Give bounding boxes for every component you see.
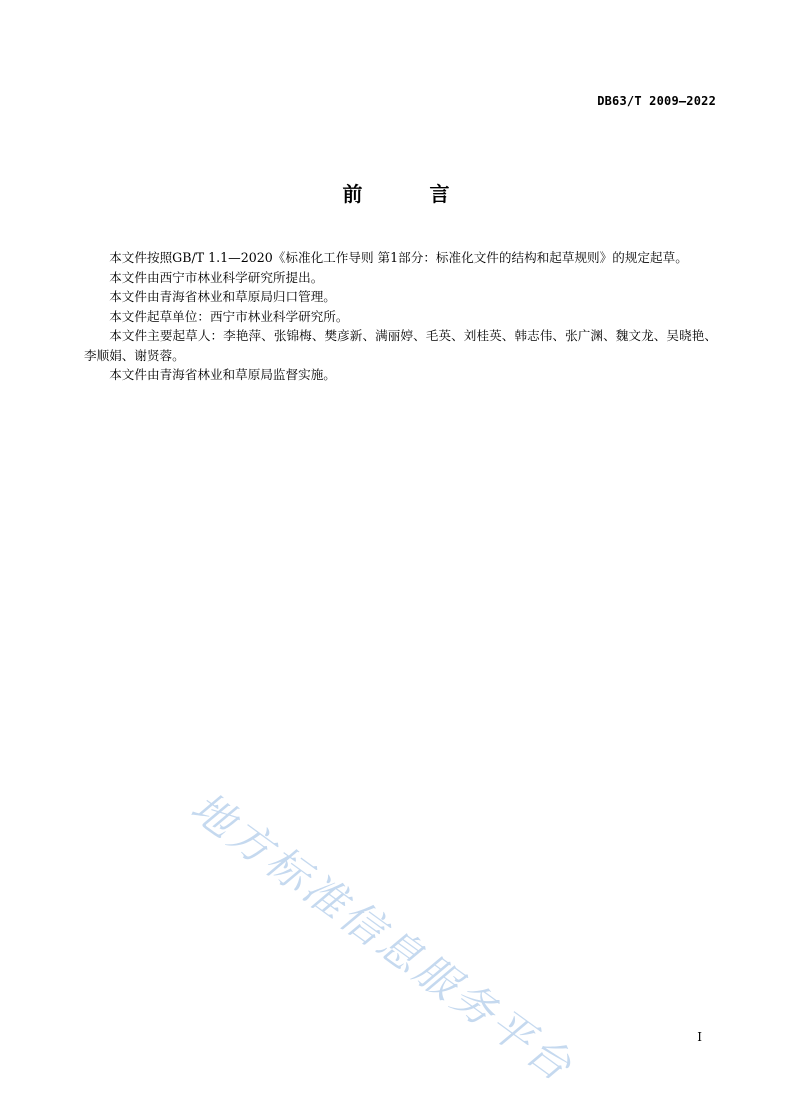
paragraph-administrator: 本文件由青海省林业和草原局归口管理。 <box>109 289 336 304</box>
watermark: 地方标准信息服务平台 <box>182 782 584 1093</box>
foreword-body <box>84 248 717 385</box>
page-title: 前 言 <box>342 182 480 206</box>
paragraph-drafting-unit: 本文件起草单位：西宁市林业科学研究所。 <box>109 308 349 324</box>
paragraph-drafters: 本文件主要起草人：李艳萍、张锦梅、樊彦新、满丽婷、毛英、刘桂英、韩志伟、张广渊、魏文龙、吴晓艳、李顺娟、谢贤蓉。 <box>84 328 717 363</box>
paragraph-drafting-rules: 本文件按照GB/T 1.1—2020《标准化工作导则 第1部分：标准化文件的结构和起草规则》的规定起草。 <box>109 250 688 265</box>
paragraph-supervisor: 本文件由青海省林业和草原局监督实施。 <box>109 367 336 382</box>
page-number: I <box>697 1030 702 1044</box>
document-code: DB63/T 2009—2022 <box>597 94 716 108</box>
paragraph-proposer: 本文件由西宁市林业科学研究所提出。 <box>109 269 324 285</box>
